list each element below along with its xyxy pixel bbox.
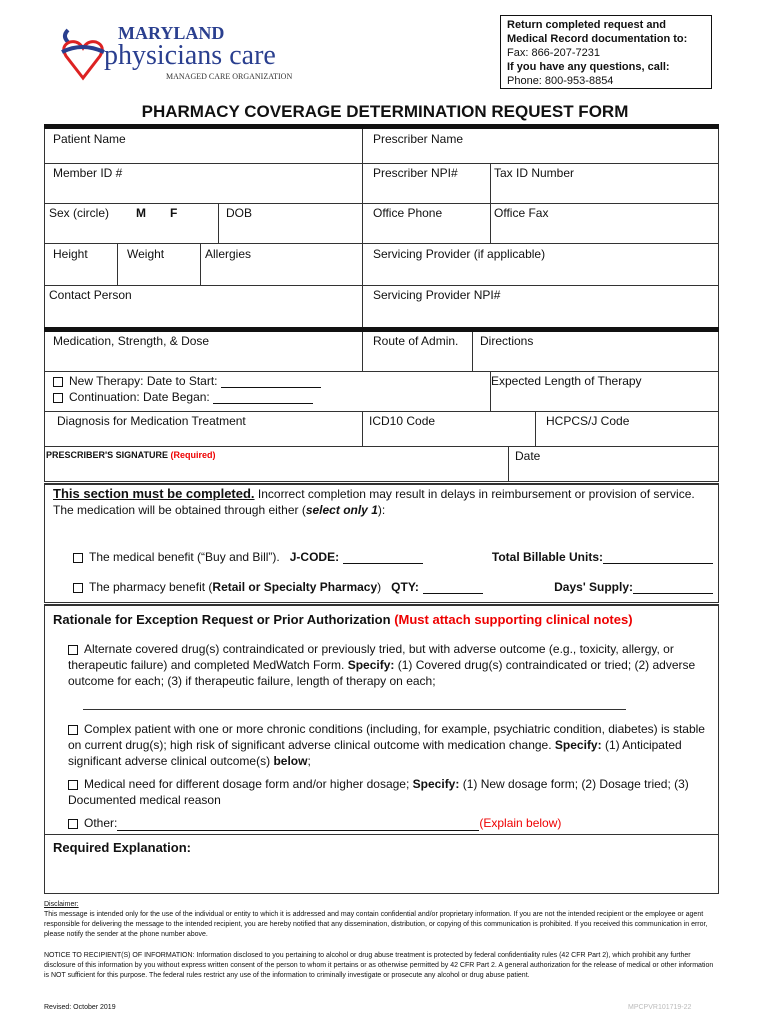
contact-line1: Return completed request and <box>507 19 666 31</box>
rationale-option-2[interactable]: Complex patient with one or more chronic conditions (including, for example, psychiatric condition, diabetes) is stable on current drug(s); high risk of significant adverse clinical outcome with medication change. Specify: (1) Anticipated significant adverse clinical outcome(s) below; <box>68 722 705 768</box>
servicing-npi-field[interactable]: Servicing Provider NPI# <box>373 288 501 302</box>
obtain-section-content <box>53 486 713 518</box>
disclaimer-title: Disclaimer: <box>44 901 79 908</box>
prescriber-name-field[interactable]: Prescriber Name <box>373 132 464 146</box>
questions: If you have any questions, call: <box>507 61 670 73</box>
medical-benefit-option[interactable] <box>73 550 280 564</box>
sex-label: Sex (circle) <box>49 206 110 220</box>
revised-date: Revised: October 2019 <box>44 1004 116 1011</box>
contact-line2: Medical Record documentation to: <box>507 33 688 45</box>
billable-units-label: Total Billable Units: <box>491 550 603 564</box>
contact-box <box>500 15 712 89</box>
patient-name-field[interactable]: Patient Name <box>53 132 126 146</box>
member-id-field[interactable]: Member ID # <box>53 166 123 180</box>
dob-field[interactable]: DOB <box>226 206 253 220</box>
billable-units-field[interactable] <box>603 552 713 564</box>
obtained-pre: The medication will be obtained through either ( <box>53 503 306 517</box>
section-notice <box>53 486 713 502</box>
height-field[interactable]: Height <box>53 247 88 261</box>
rationale-title-text: Rationale for Exception Request or Prior Authorization <box>53 612 391 627</box>
icd10-field[interactable]: ICD10 Code <box>369 414 436 428</box>
form-code: MPCPVR101719-22 <box>628 1004 692 1011</box>
obtained-em: select only 1 <box>305 503 378 517</box>
logo-sub: MANAGED CARE ORGANIZATION <box>166 72 293 81</box>
expected-length-field[interactable]: Expected Length of Therapy <box>491 374 642 388</box>
weight-field[interactable]: Weight <box>127 247 165 261</box>
checkbox-icon <box>68 780 78 790</box>
required-explanation-field[interactable]: Required Explanation: <box>53 840 191 855</box>
must-complete-rest: Incorrect completion may result in delays in reimbursement or provision of service. <box>254 487 695 501</box>
continuation-checkbox[interactable] <box>53 390 313 404</box>
jcode-label: J-CODE: <box>289 550 340 564</box>
divider <box>44 327 719 332</box>
logo-top: MARYLAND <box>118 23 225 43</box>
pharmacy-benefit-row <box>73 580 713 594</box>
rationale-title-red: (Must attach supporting clinical notes) <box>394 612 633 627</box>
rationale-option-1[interactable]: Alternate covered drug(s) contraindicated or previously tried, but with adverse outcome (e.g., toxicity, allergy, or therapeutic failure) and completed MedWatch Form. Specify: (1) Covered drug(s) contraindicated or tried; (2) adverse outcome for each; (3) if therapeutic failure, length of therapy on each; <box>68 642 696 688</box>
sex-m-option[interactable]: M <box>136 206 146 220</box>
must-complete: This section must be completed. <box>53 486 255 501</box>
heart-logo-icon <box>58 26 108 82</box>
required-label: (Required) <box>170 450 216 460</box>
contact-person-field[interactable]: Contact Person <box>49 288 132 302</box>
checkbox-icon <box>73 553 83 563</box>
rationale-other[interactable]: Other: (Explain below) <box>68 815 561 831</box>
continuation-label: Continuation: Date Began: <box>69 390 210 404</box>
jcode-field[interactable] <box>343 552 423 564</box>
medical-benefit-row <box>73 550 713 564</box>
checkbox-icon <box>68 725 78 735</box>
allergies-field[interactable]: Allergies <box>205 247 252 261</box>
medication-field[interactable]: Medication, Strength, & Dose <box>53 334 210 348</box>
days-supply-label: Days' Supply: <box>554 580 633 594</box>
phone: Phone: 800-953-8854 <box>507 75 614 87</box>
qty-label: QTY: <box>391 580 419 594</box>
page-title: PHARMACY COVERAGE DETERMINATION REQUEST FORM <box>141 102 629 121</box>
checkbox-icon <box>53 393 63 403</box>
obtained-post: ): <box>377 503 386 517</box>
hcpcs-field[interactable]: HCPCS/J Code <box>546 414 630 428</box>
obtained-through <box>53 502 713 518</box>
date-field[interactable]: Date <box>515 449 541 463</box>
form-grid <box>44 129 719 482</box>
rationale-option-3[interactable]: Medical need for different dosage form and/or higher dosage; Specify: (1) New dosage form; (2) Dosage tried; (3) Documented medical reason <box>68 777 689 807</box>
signature-field[interactable] <box>46 450 216 460</box>
checkbox-icon <box>68 645 78 655</box>
diagnosis-field[interactable]: Diagnosis for Medication Treatment <box>57 414 246 428</box>
directions-field[interactable]: Directions <box>480 334 534 348</box>
notice-text: NOTICE TO RECIPIENT(S) OF INFORMATION: Information disclosed to you pertaining to alcohol or drug abuse treatment is protected by federal confidentiality rules (42 CFR Part 2), which prohibit any further disclosure of this information by you without express written consent of the person to whom it pertains or as otherwise permitted by 42 CFR Part 2. A general authorization for the release of medical or other information is NOT sufficient for this purpose. The federal rules restrict any use of the information to criminally investigate or prosecute any alcohol or drug abuse patient. <box>44 952 714 979</box>
new-therapy-checkbox[interactable] <box>53 374 321 388</box>
sex-f-option[interactable]: F <box>170 206 178 220</box>
pharmacy-post: ) <box>377 580 382 594</box>
explain-line <box>83 709 626 710</box>
logo <box>58 24 338 86</box>
disclaimer-text: This message is intended only for the use of the individual or entity to which it is addressed and may contain confidential and/or proprietary information. If you are not the intended recipient or the employee or agent responsible for delivering the message to the intended recipient, you are hereby notified that any dissemination, distribution, or copying of this communication is prohibited. If you received this communication in error, please notify the sender at the phone number above. <box>44 911 708 938</box>
logo-main: physicians care <box>104 40 276 71</box>
rationale-title <box>53 612 633 628</box>
pharmacy-benefit-option[interactable] <box>73 580 381 594</box>
checkbox-icon <box>53 377 63 387</box>
signature-label: PRESCRIBER'S SIGNATURE <box>46 450 168 460</box>
new-therapy-label: New Therapy: Date to Start: <box>69 374 218 388</box>
office-phone-field[interactable]: Office Phone <box>373 206 443 220</box>
days-supply-field[interactable] <box>633 582 713 594</box>
servicing-provider-field[interactable]: Servicing Provider (if applicable) <box>373 247 546 261</box>
pharmacy-pre: The pharmacy benefit ( <box>89 580 213 594</box>
fax: Fax: 866-207-7231 <box>507 47 600 59</box>
office-fax-field[interactable]: Office Fax <box>494 206 549 220</box>
checkbox-icon <box>68 819 78 829</box>
prescriber-npi-field[interactable]: Prescriber NPI# <box>373 166 458 180</box>
tax-id-field[interactable]: Tax ID Number <box>494 166 575 180</box>
qty-field[interactable] <box>423 582 483 594</box>
pharmacy-bold: Retail or Specialty Pharmacy <box>212 580 378 594</box>
checkbox-icon <box>73 583 83 593</box>
route-field[interactable]: Route of Admin. <box>373 334 459 348</box>
medical-benefit-label: The medical benefit (“Buy and Bill”). <box>89 550 280 564</box>
